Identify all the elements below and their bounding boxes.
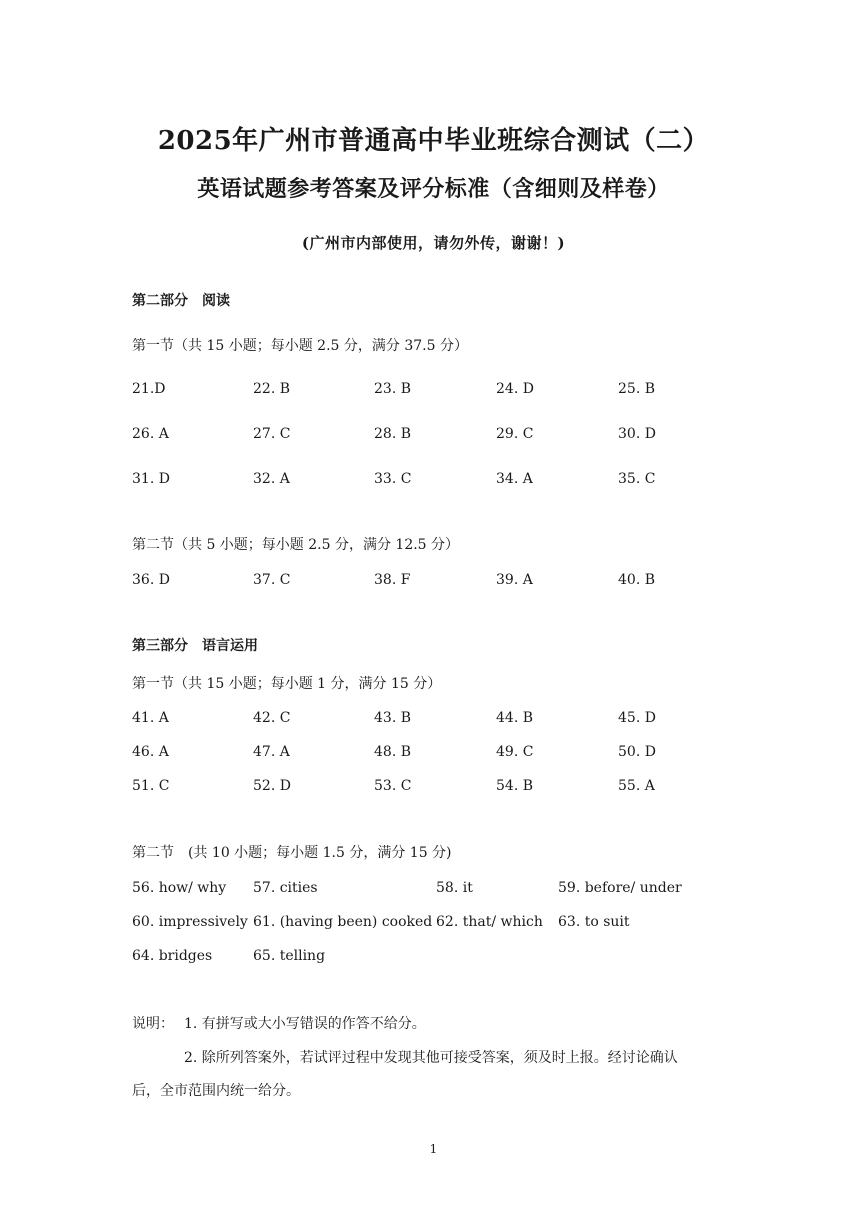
answer-37: 37. C [253, 572, 291, 588]
answer-40: 40. B [618, 572, 656, 588]
answer-38: 38. F [374, 572, 411, 588]
answer-56: 56. how/ why [132, 880, 227, 896]
part3-section2-title: 第二节 (共 10 小题；每小题 1.5 分，满分 15 分) [132, 845, 452, 861]
answer-58: 58. it [436, 880, 473, 896]
answer-row [132, 710, 752, 730]
answer-27: 27. C [253, 426, 291, 442]
answer-44: 44. B [496, 710, 534, 726]
answer-23: 23. B [374, 381, 412, 397]
answer-51: 51. C [132, 778, 170, 794]
answer-36: 36. D [132, 572, 170, 588]
answer-33: 33. C [374, 471, 412, 487]
answer-43: 43. B [374, 710, 412, 726]
part3-section1-title: 第一节（共 15 小题；每小题 1 分，满分 15 分） [132, 676, 442, 692]
page-subtitle: 英语试题参考答案及评分标准（含细则及样卷） [197, 176, 670, 202]
note-item-2-continued: 后，全市范围内统一给分。 [132, 1083, 300, 1099]
answer-59: 59. before/ under [558, 880, 682, 896]
answer-row [132, 426, 752, 446]
answer-47: 47. A [253, 744, 290, 760]
note-item-2: 2. 除所列答案外，若试评过程中发现其他可接受答案，须及时上报。经讨论确认 [184, 1050, 678, 1066]
answer-row [132, 744, 752, 764]
answer-28: 28. B [374, 426, 412, 442]
notes-label: 说明： [132, 1016, 174, 1032]
answer-63: 63. to suit [558, 914, 630, 930]
internal-use-notice: (广州市内部使用，请勿外传，谢谢！) [301, 234, 566, 252]
answer-30: 30. D [618, 426, 656, 442]
answer-row [132, 948, 752, 968]
answer-25: 25. B [618, 381, 656, 397]
answer-26: 26. A [132, 426, 169, 442]
answer-53: 53. C [374, 778, 412, 794]
answer-39: 39. A [496, 572, 533, 588]
answer-row [132, 778, 752, 798]
part2-title: 第二部分 阅读 [132, 293, 230, 309]
answer-41: 41. A [132, 710, 169, 726]
answer-49: 49. C [496, 744, 534, 760]
answer-45: 45. D [618, 710, 656, 726]
part3-title: 第三部分 语言运用 [132, 638, 258, 654]
answer-52: 52. D [253, 778, 291, 794]
answer-55: 55. A [618, 778, 655, 794]
answer-60: 60. impressively [132, 914, 248, 930]
part2-section1-title: 第一节（共 15 小题；每小题 2.5 分，满分 37.5 分） [132, 338, 468, 354]
answer-32: 32. A [253, 471, 290, 487]
answer-48: 48. B [374, 744, 412, 760]
answer-35: 35. C [618, 471, 656, 487]
answer-22: 22. B [253, 381, 291, 397]
answer-64: 64. bridges [132, 948, 213, 964]
answer-54: 54. B [496, 778, 534, 794]
part2-section2-title: 第二节（共 5 小题；每小题 2.5 分，满分 12.5 分） [132, 537, 460, 553]
answer-row [132, 381, 752, 401]
answer-62: 62. that/ which [436, 914, 543, 930]
answer-50: 50. D [618, 744, 656, 760]
page-title: 2025年广州市普通高中毕业班综合测试（二） [157, 126, 710, 156]
answer-row [132, 880, 752, 900]
answer-24: 24. D [496, 381, 534, 397]
answer-65: 65. telling [253, 948, 326, 964]
page-number: 1 [429, 1142, 438, 1156]
answer-row [132, 572, 752, 592]
answer-21: 21.D [132, 381, 166, 397]
answer-61: 61. (having been) cooked [253, 914, 433, 930]
answer-31: 31. D [132, 471, 170, 487]
note-item-1: 1. 有拼写或大小写错误的作答不给分。 [184, 1016, 426, 1032]
answer-34: 34. A [496, 471, 533, 487]
answer-42: 42. C [253, 710, 291, 726]
answer-29: 29. C [496, 426, 534, 442]
answer-46: 46. A [132, 744, 169, 760]
answer-row [132, 471, 752, 491]
answer-row [132, 914, 752, 934]
answer-57: 57. cities [253, 880, 318, 896]
